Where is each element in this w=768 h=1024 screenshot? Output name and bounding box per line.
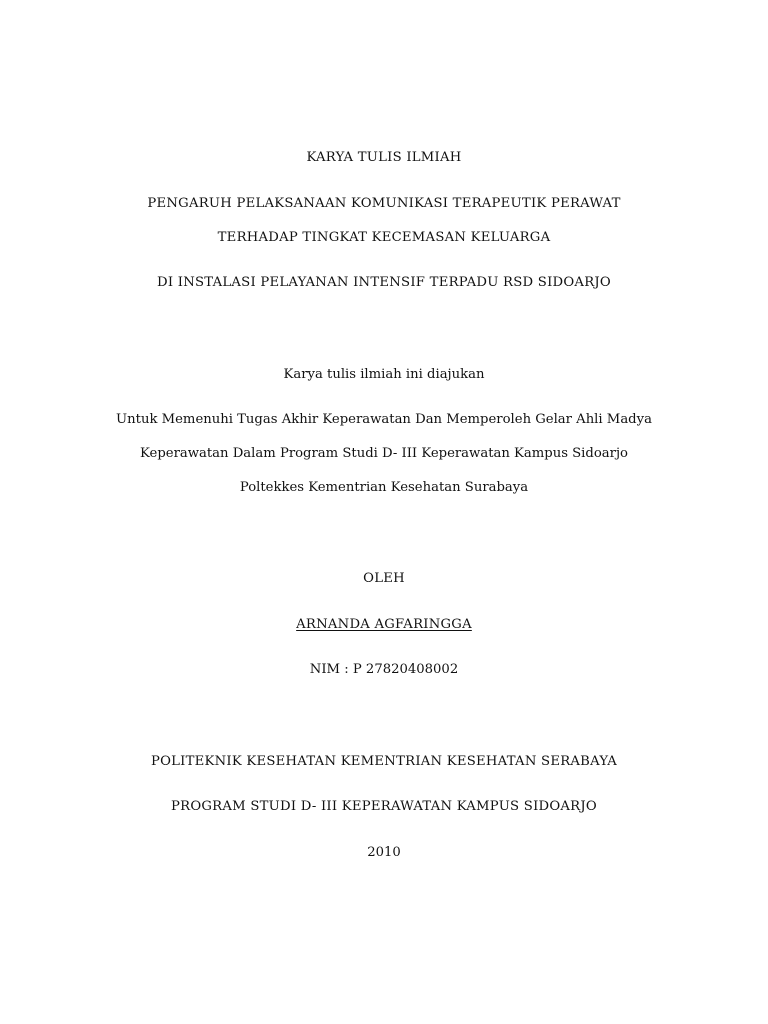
- submission-line-2: Untuk Memenuhi Tugas Akhir Keperawatan Dan Memperoleh Gelar Ahli Madya: [116, 412, 652, 427]
- student-id: NIM : P 27820408002: [309, 662, 459, 677]
- author-name: ARNANDA AGFARINGGA: [296, 617, 472, 632]
- submission-line-3: Keperawatan Dalam Program Studi D- III Keperawatan Kampus Sidoarjo: [140, 446, 628, 461]
- submission-line-4: Poltekkes Kementrian Kesehatan Surabaya: [239, 480, 529, 495]
- title-line-2: TERHADAP TINGKAT KECEMASAN KELUARGA: [217, 230, 551, 245]
- by-label: OLEH: [363, 571, 405, 586]
- document-heading: KARYA TULIS ILMIAH: [306, 150, 462, 165]
- institution-line-2: PROGRAM STUDI D- III KEPERAWATAN KAMPUS SIDOARJO: [171, 799, 597, 814]
- title-line-1: PENGARUH PELAKSANAAN KOMUNIKASI TERAPEUTIK PERAWAT: [147, 196, 621, 211]
- title-line-3: DI INSTALASI PELAYANAN INTENSIF TERPADU RSD SIDOARJO: [157, 275, 611, 290]
- institution-line-1: POLITEKNIK KESEHATAN KEMENTRIAN KESEHATAN SERABAYA: [150, 754, 618, 769]
- document-year: 2010: [367, 845, 401, 860]
- submission-line-1: Karya tulis ilmiah ini diajukan: [283, 367, 485, 382]
